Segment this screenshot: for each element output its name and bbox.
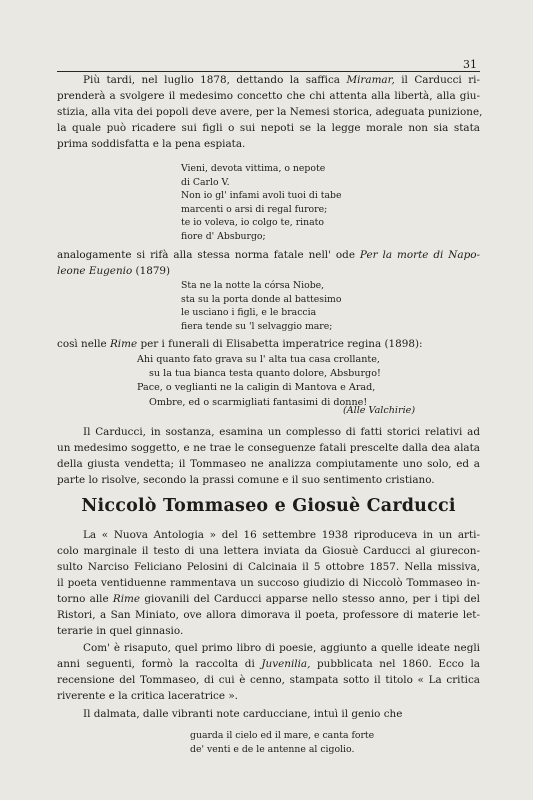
text-line: un medesimo soggetto, e ne trae le conseguenze fatali prescelte dalla dea alata — [57, 442, 480, 454]
text-line: La « Nuova Antologia » del 16 settembre 1938 riproduceva in un arti- — [83, 529, 480, 541]
text-run: il Carducci ri- — [394, 74, 480, 86]
section-heading: Niccolò Tommaseo e Giosuè Carducci — [81, 496, 456, 516]
verse-line: Ombre, ed o scarmigliati fantasimi di donne! — [149, 396, 368, 408]
text-line — [57, 336, 480, 352]
text-line — [57, 656, 480, 672]
text-run: giovanili del Carducci apparse nello stesso anno, per i tipi del — [140, 593, 480, 605]
text-line: stizia, alla vita dei popoli deve avere, per la Nemesi storica, adeguata punizione, — [57, 106, 483, 118]
paragraph-dalmata — [57, 706, 480, 722]
verse-line: Ahi quanto fato grava su l' alta tua casa crollante, — [137, 354, 380, 365]
verse-line: sta su la porta donde al battesimo — [181, 293, 342, 305]
paragraph-rime — [57, 336, 480, 352]
paragraph-antologia — [57, 527, 480, 639]
title-ode: leone Eugenio — [57, 265, 133, 277]
text-run: (1879) — [132, 265, 171, 277]
text-line: prima soddisfatta e la pena espiata. — [57, 138, 246, 150]
paragraph-miramar — [57, 72, 483, 152]
text-line: la quale può ricadere sui figli o sui nepoti se la legge morale non sia stata — [57, 122, 480, 134]
verse-line: fiera tende su 'l selvaggio mare; — [181, 320, 333, 332]
text-run: torno alle — [57, 593, 113, 605]
verse-line: di Carlo V. — [181, 176, 230, 188]
verse-line: su la tua bianca testa quanto dolore, Absburgo! — [149, 368, 381, 380]
text-run: per i funerali di Elisabetta imperatrice regina (1898): — [137, 338, 423, 350]
text-line: sulto Narciso Feliciano Pelosini di Calcinaia il 5 ottobre 1857. Nella missiva, — [57, 561, 480, 573]
text-line — [57, 591, 480, 607]
verse-line: de' venti e de le antenne al cigolio. — [190, 743, 355, 755]
text-line — [57, 72, 480, 88]
text-line: recensione del Tommaseo, di cui è cenno, stampata sotto il titolo « La critica — [57, 674, 480, 686]
verse-line: le usciano i figli, e le braccia — [181, 307, 317, 318]
page-number: 31 — [463, 58, 477, 71]
verse-line: marcenti o arsi di regal furore; — [181, 203, 328, 215]
verse-napoleone — [181, 279, 341, 333]
text-line — [57, 247, 480, 263]
text-line: prenderà a svolgere il medesimo concetto che chi attenta alla libertà, alla giu- — [57, 90, 480, 102]
title-ode: Per la morte di Napo- — [359, 249, 480, 261]
verse-line: Vieni, devota vittima, o nepote — [181, 163, 326, 174]
title-miramar: Miramar, — [346, 74, 395, 86]
text-line — [57, 263, 480, 279]
text-line: Il Carducci, in sostanza, esamina un complesso di fatti storici relativi ad — [83, 426, 480, 438]
verse-line: fiore d' Absburgo; — [181, 230, 266, 242]
title-rime: Rime — [109, 338, 138, 350]
text-line: terarie in quel ginnasio. — [57, 625, 184, 637]
paragraph-juvenilia — [57, 640, 480, 704]
text-line: Com' è risaputo, quel primo libro di poesie, aggiunto a quelle ideate negli — [83, 642, 480, 654]
text-run: analogamente si rifà alla stessa norma fatale nell' ode — [57, 249, 360, 261]
title-juvenilia: Juvenilia, — [261, 658, 311, 670]
text-line: il poeta ventiduenne rammentava un succoso giudizio di Niccolò Tommaseo in- — [57, 577, 480, 589]
text-line: parte lo risolve, secondo la prassi comune e il suo sentimento cristiano. — [57, 474, 435, 486]
paragraph-conclusion — [57, 424, 480, 488]
text-run: Più tardi, nel luglio 1878, dettando la saffica — [83, 74, 347, 86]
text-line: colo marginale il testo di una lettera inviata da Giosuè Carducci al giurecon- — [57, 545, 480, 557]
text-line: Il dalmata, dalle vibranti note carducciane, intuì il genio che — [83, 708, 403, 720]
verse-valchirie — [137, 353, 381, 410]
text-run: pubblicata nel 1860. Ecco la — [310, 658, 480, 670]
text-line: riverente e la critica laceratrice ». — [57, 690, 238, 702]
title-rime: Rime — [112, 593, 141, 605]
verse-cigolio — [190, 729, 374, 756]
text-line: Ristori, a San Miniato, ove allora dimorava il poeta, professore di materie let- — [57, 609, 480, 621]
text-run: così nelle — [57, 338, 110, 350]
verse-line: guarda il cielo ed il mare, e canta forte — [190, 730, 375, 741]
verse-line: Sta ne la notte la córsa Niobe, — [181, 280, 325, 291]
text-line: della giusta vendetta; il Tommaseo ne analizza compiutamente uno solo, ed a — [57, 458, 480, 470]
verse-source: (Alle Valchirie) — [343, 405, 416, 416]
verse-line: Non io gl' infami avoli tuoi di tabe — [181, 190, 342, 201]
verse-line: Pace, o veglianti ne la caligin di Mantova e Arad, — [137, 382, 376, 394]
verse-line: te io voleva, io colgo te, rinato — [181, 217, 324, 228]
text-run: anni seguenti, formò la raccolta di — [57, 658, 262, 670]
verse-miramar — [181, 162, 341, 243]
paragraph-napoleone — [57, 247, 480, 279]
